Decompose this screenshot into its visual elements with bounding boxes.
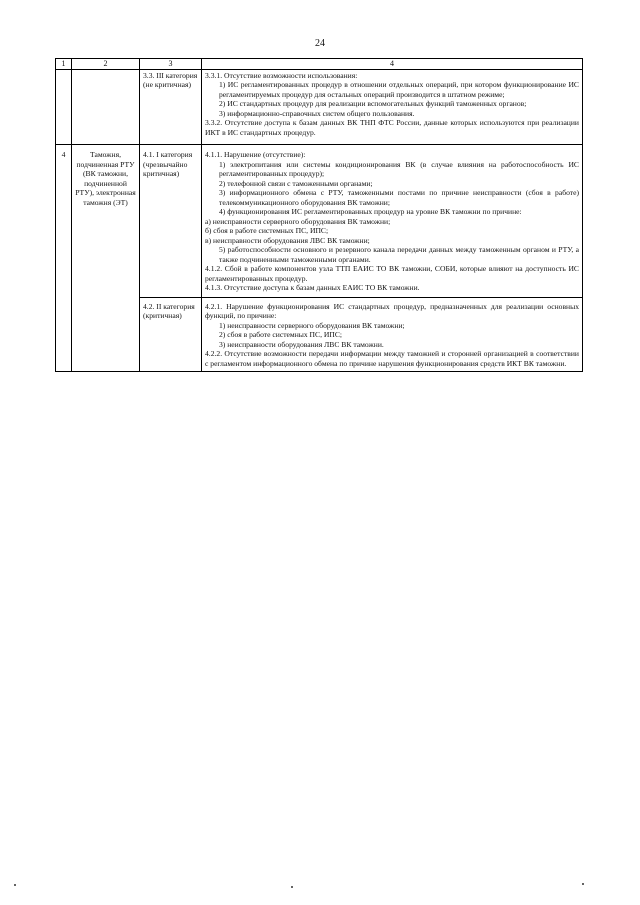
description-line: в) неисправности оборудования ЛВС ВК таможни; — [205, 235, 370, 245]
description-line: а) неисправности серверного оборудования ВК таможни; — [205, 216, 391, 226]
description-line: 4.1.2. Сбой в работе компонентов узла ТТП ЕАИС ТО ВК таможни, СОБИ, которые влияют на доступность ИС регламентированных процедур. — [205, 264, 579, 283]
row3-entity-cell — [72, 70, 140, 145]
description-line: 4.1.3. Отсутствие доступа к базам данных ЕАИС ТО ВК таможни. — [205, 283, 420, 293]
row4-cat2-lines — [205, 302, 579, 370]
header-col-1: 1 — [56, 59, 72, 70]
description-line: 2) ИС стандартных процедур для реализации вспомогательных функций таможенных органов; — [219, 99, 527, 109]
row3-num-cell — [56, 70, 72, 145]
description-line: 4.2.1. Нарушение функционирования ИС стандартных процедур, предназначенных для реализации основных функций, по причине: — [205, 301, 579, 321]
header-col-3: 3 — [140, 59, 202, 70]
row4-num: 4 — [56, 145, 72, 372]
description-line: 3.3.1. Отсутствие возможности использования: — [205, 71, 358, 80]
scan-speck — [291, 886, 293, 888]
row4-cat2: 4.2. II категория (критичная) — [140, 297, 202, 371]
scan-speck — [14, 884, 16, 886]
description-line: 4.2.2. Отсутствие возможности передачи информации между таможней и сторонней организацией в соответствии с регламентом информационного обмена по причине нарушения функционирования средств ИКТ ВК таможни. — [205, 349, 579, 368]
row3-lines — [205, 71, 579, 143]
row3-category: 3.3. III категория (не критичная) — [140, 70, 202, 145]
description-line: 2) телефонной связи с таможенными органами; — [219, 178, 373, 188]
table-header-row — [56, 59, 583, 70]
description-line: 5) работоспособности основного и резервного канала передачи данных между таможенным органом и РТУ, а также подчиненными таможенными органами. — [219, 245, 579, 264]
description-line: 3) информационного обмена с РТУ, таможенными постами по причине неисправности (сбоя в работе) телекоммуникационного оборудования ВК таможни; — [219, 188, 579, 207]
description-line: 1) электропитания или системы кондиционирования ВК (в случае влияния на работоспособность ИС регламентированных процедур); — [219, 159, 579, 179]
row4-cat1: 4.1. I категория (чрезвычайно критичная) — [140, 145, 202, 297]
header-col-4: 4 — [202, 59, 583, 70]
description-line: 1) ИС регламентированных процедур в отношении отдельных операций, при котором функционирование ИС регламентируемых процедур для остальных операций производится в штатном режиме; — [219, 80, 579, 99]
description-line: 3.3.2. Отсутствие доступа к базам данных ВК ТНП ФТС России, данные которых используются при реализации ИКТ в ИС стандартных процедур. — [205, 118, 579, 137]
row3-description — [202, 70, 583, 145]
row4-cat2-description — [202, 297, 583, 371]
table-row — [56, 145, 583, 297]
description-line: б) сбоя в работе системных ПС, ИПС; — [205, 226, 329, 236]
page-number: 24 — [315, 38, 325, 49]
scan-speck — [582, 883, 584, 885]
row4-cat1-lines — [205, 150, 579, 295]
header-col-2: 2 — [72, 59, 140, 70]
description-line: 4) функционирования ИС регламентированных процедур на уровне ВК таможни по причине: — [219, 207, 522, 217]
description-line: 3) информационно-справочных систем общего пользования. — [219, 108, 415, 118]
row4-entity: Таможня, подчиненная РТУ (ВК таможни, подчиненной РТУ), электронная таможня (ЭТ) — [72, 145, 140, 372]
criticality-table — [55, 58, 583, 372]
description-line: 1) неисправности серверного оборудования ВК таможни; — [219, 320, 405, 330]
description-line: 3) неисправности оборудования ЛВС ВК таможни. — [219, 339, 384, 349]
row4-cat1-description — [202, 145, 583, 297]
table-row — [56, 70, 583, 145]
description-line: 4.1.1. Нарушение (отсутствие): — [205, 150, 306, 160]
description-line: 2) сбоя в работе системных ПС, ИПС; — [219, 330, 343, 340]
